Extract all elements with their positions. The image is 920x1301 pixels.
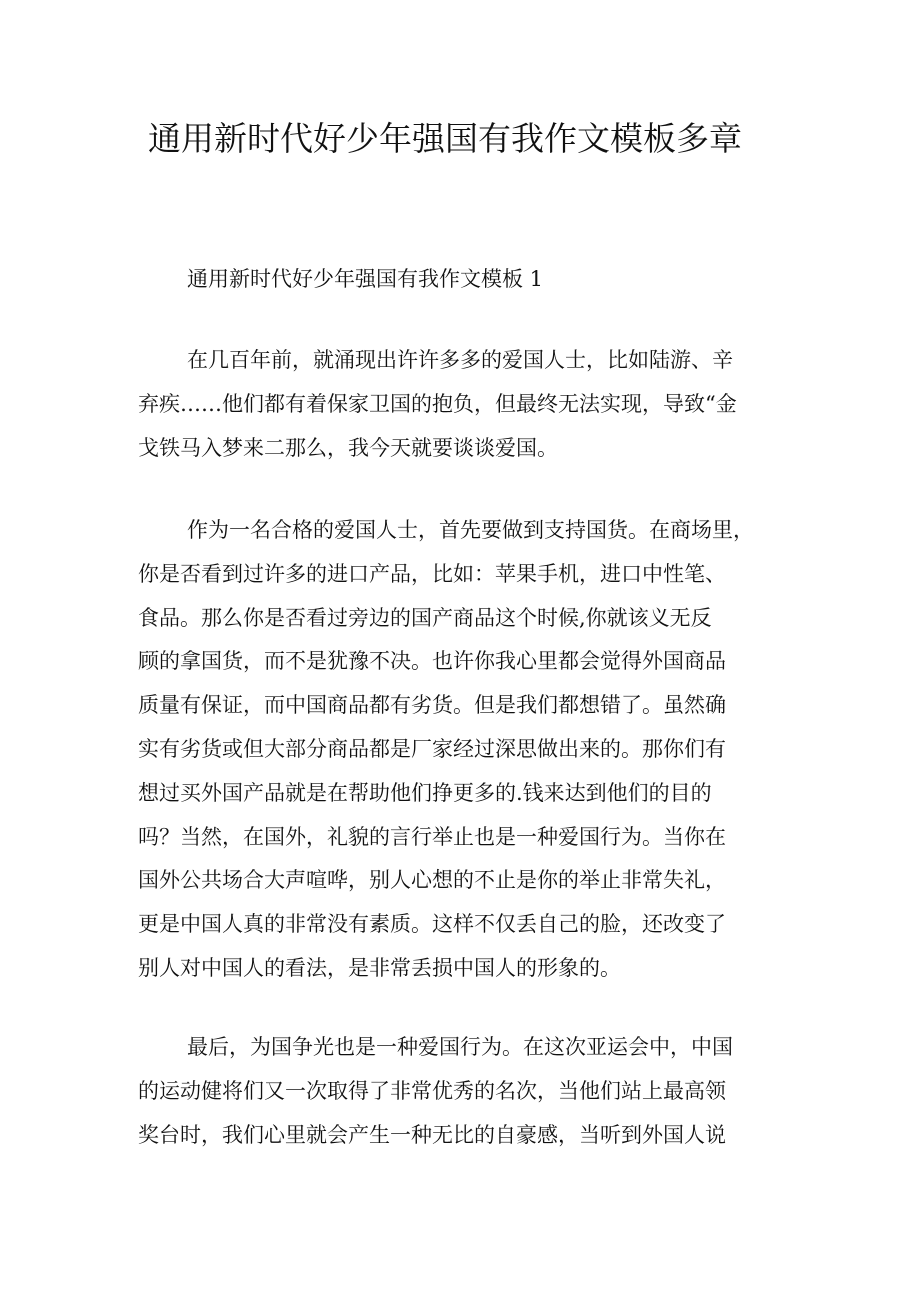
paragraph-line: 吗？当然，在国外，礼貌的言行举止也是一种爱国行为。当你在 bbox=[138, 824, 726, 849]
paragraph-line: 别人对中国人的看法，是非常丢损中国人的形象的。 bbox=[138, 955, 621, 980]
document-title: 通用新时代好少年强国有我作文模板多章 bbox=[148, 119, 742, 158]
paragraph-line: 质量有保证，而中国商品都有劣货。但是我们都想错了。虽然确 bbox=[138, 693, 726, 718]
section-heading: 通用新时代好少年强国有我作文模板 1 bbox=[187, 267, 544, 291]
paragraph-line: 在几百年前，就涌现出许许多多的爱国人士，比如陆游、辛 bbox=[187, 348, 733, 372]
paragraph-3 bbox=[138, 1026, 798, 1157]
paragraph-2 bbox=[138, 509, 798, 991]
paragraph-line: 国外公共场合大声喧哗，别人心想的不止是你的举止非常失礼， bbox=[138, 868, 726, 893]
paragraph-1 bbox=[138, 339, 798, 470]
paragraph-line: 顾的拿国货，而不是犹豫不决。也许你我心里都会觉得外国商品 bbox=[138, 649, 726, 674]
paragraph-line: 你是否看到过许多的进口产品，比如：苹果手机，进口中性笔、 bbox=[138, 561, 726, 586]
paragraph-line: 实有劣货或但大部分商品都是厂家经过深思做出来的。那你们有 bbox=[138, 736, 726, 761]
paragraph-line: 弃疾……他们都有着保家卫国的抱负，但最终无法实现，导致“金 bbox=[138, 391, 737, 416]
paragraph-line: 想过买外国产品就是在帮助他们挣更多的.钱来达到他们的目的 bbox=[138, 780, 712, 805]
paragraph-line: 的运动健将们又一次取得了非常优秀的名次，当他们站上最高领 bbox=[138, 1078, 726, 1103]
paragraph-line: 戈铁马入梦来二那么，我今天就要谈谈爱国。 bbox=[138, 435, 558, 460]
paragraph-line: 最后，为国争光也是一种爱国行为。在这次亚运会中，中国 bbox=[187, 1035, 733, 1059]
paragraph-line: 作为一名合格的爱国人士，首先要做到支持国货。在商场里， bbox=[187, 518, 754, 542]
paragraph-line: 食品。那么你是否看过旁边的国产商品这个时候,你就该义无反 bbox=[138, 605, 712, 630]
paragraph-line: 更是中国人真的非常没有素质。这样不仅丢自己的脸，还改变了 bbox=[138, 912, 726, 937]
paragraph-line: 奖台时，我们心里就会产生一种无比的自豪感，当听到外国人说 bbox=[138, 1122, 726, 1147]
